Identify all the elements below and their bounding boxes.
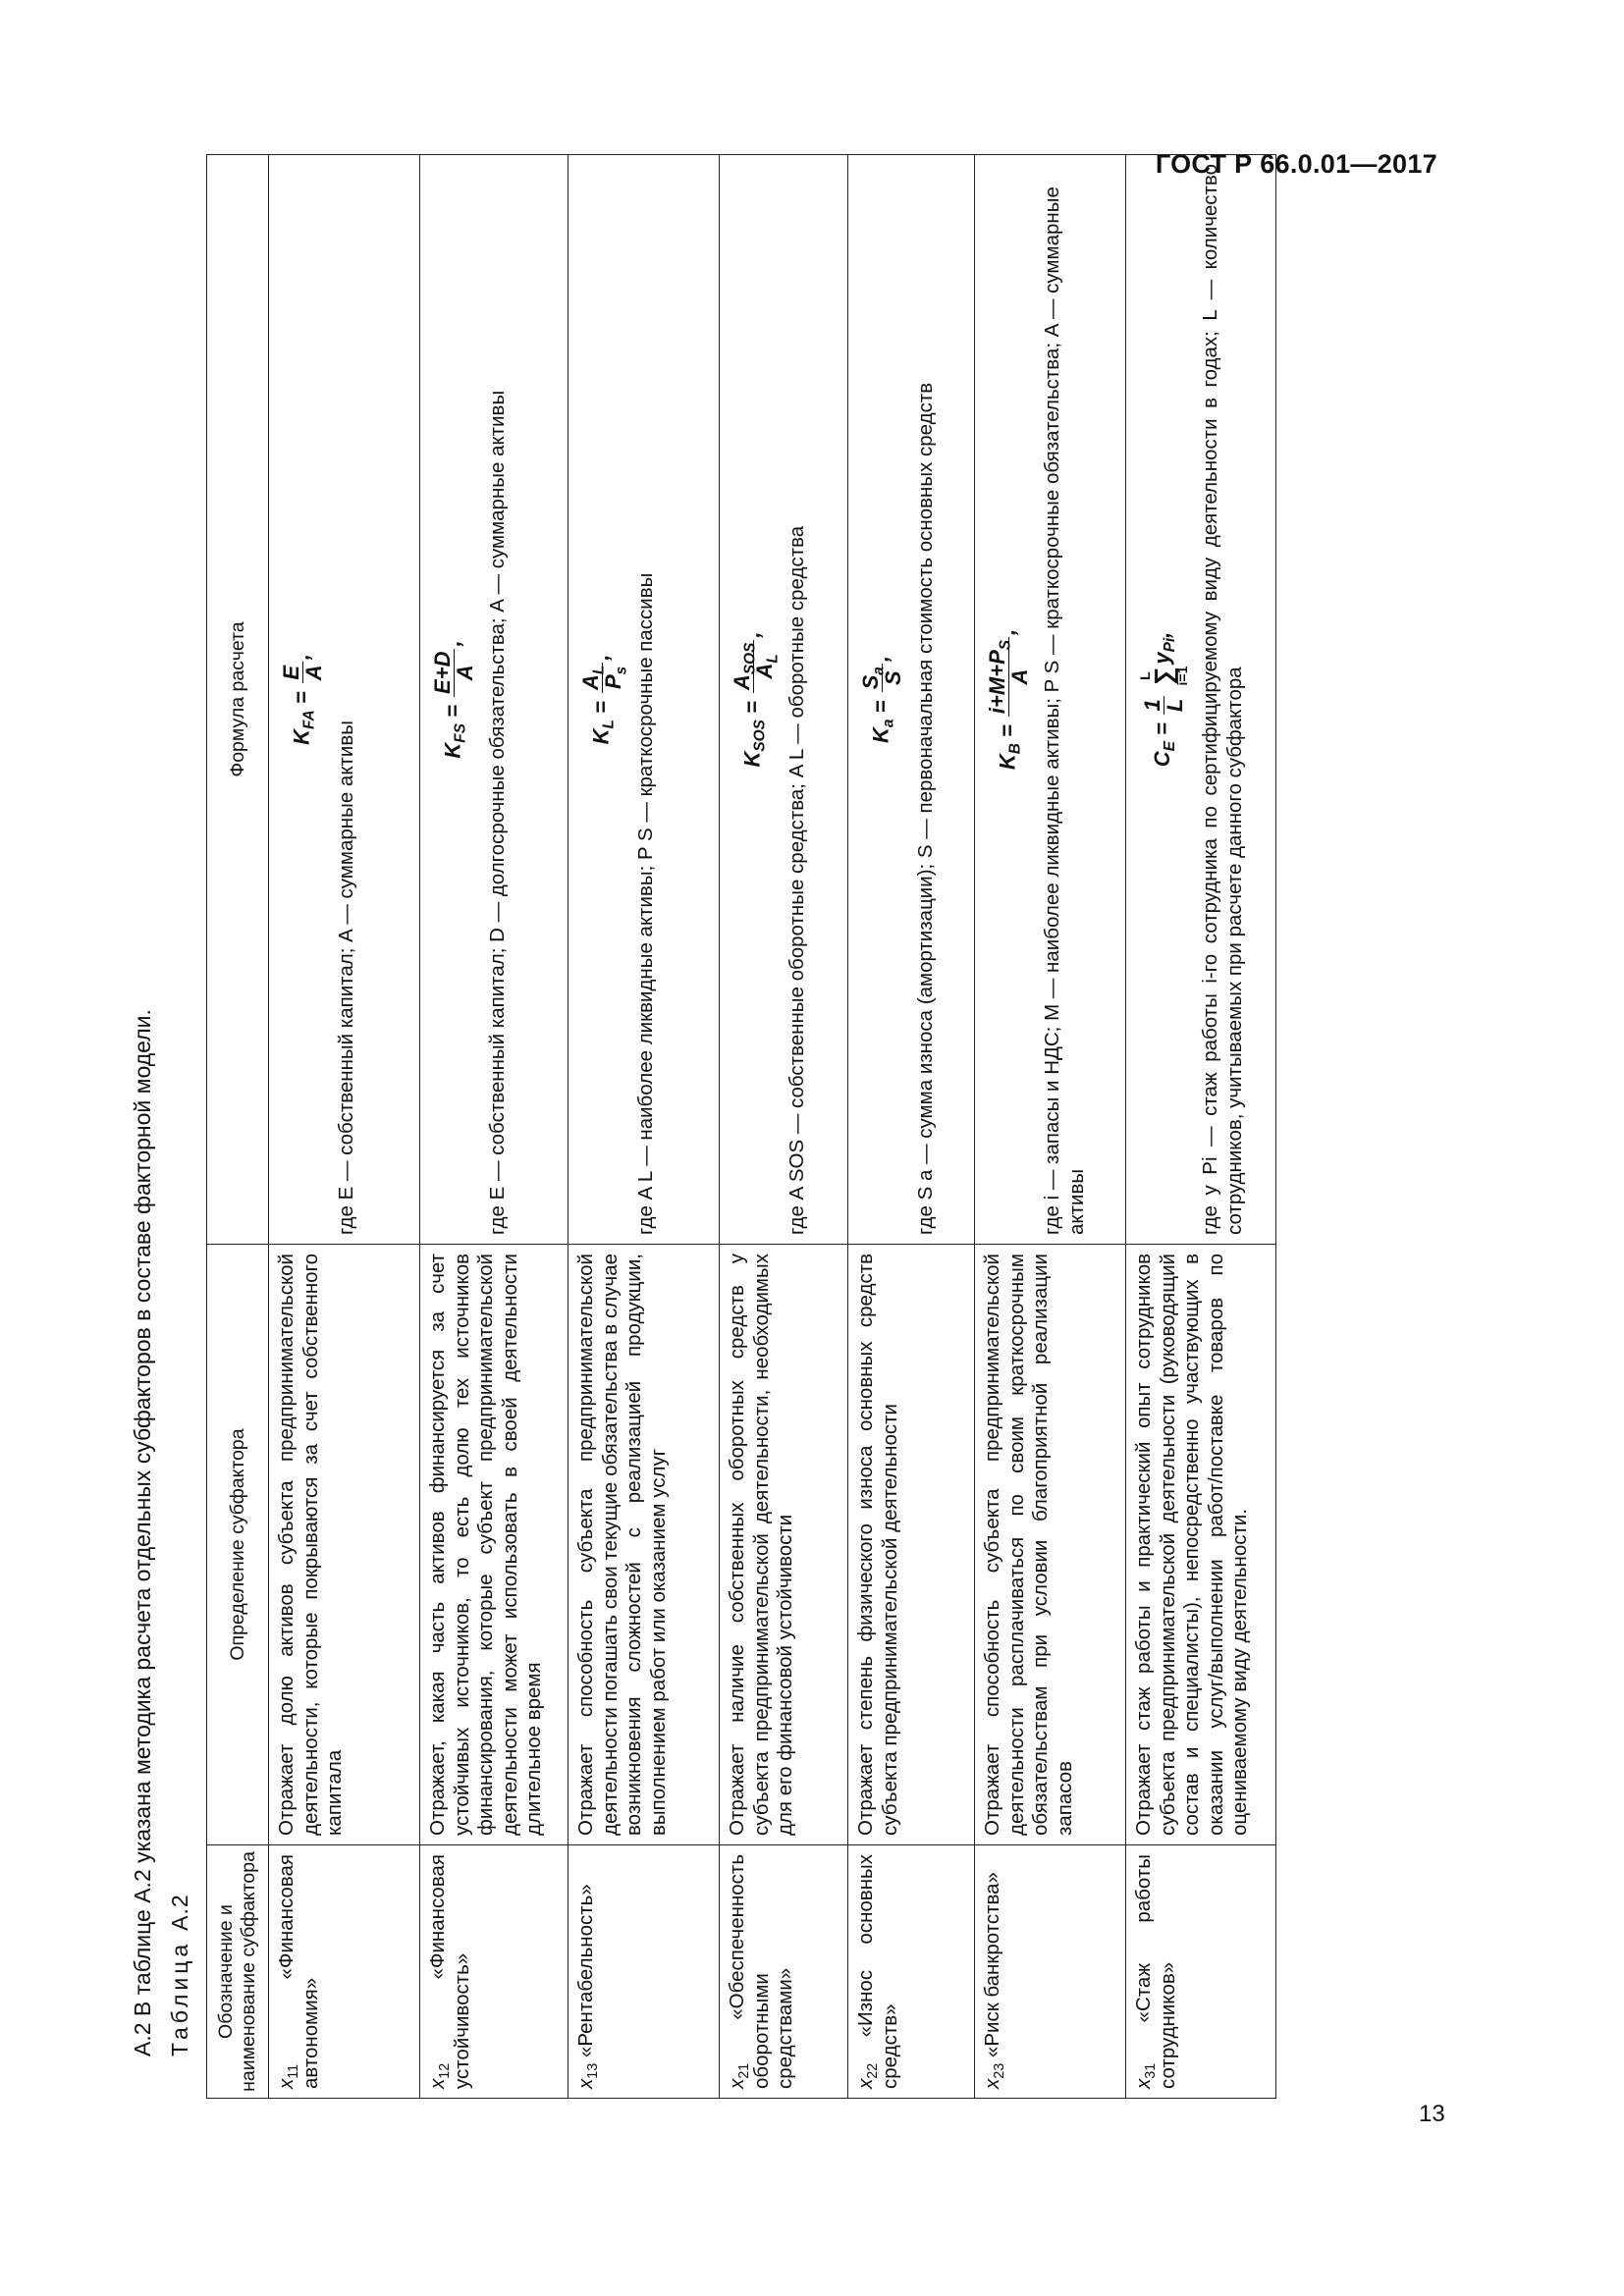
table-caption-label: Таблица [167, 1940, 192, 2056]
subfactor-name-cell: $x_{12}$ «Финансовая устойчивость» [420, 1845, 568, 2099]
subfactor-definition-cell: Отражает способность субъекта предпринимательской деятельности погашать свои текущие обязательства в случае возникновения сложностей с реализацией продукции, выполнением работ или оказанием услуг [568, 1245, 720, 1845]
subfactor-definition-cell: Отражает стаж работы и практический опыт сотрудников субъекта предпринимательской деятельности (руководящий состав и специалисты), непосредственно участвующих в оказании услуг/выполнении работ/поставке товаров по оцениваемому виду деятельности. [1126, 1245, 1276, 1845]
subfactor-definition-cell: Отражает способность субъекта предпринимательской деятельности расплачиваться по своим краткосрочным обязательствам при условии благоприятной реализации запасов [975, 1245, 1126, 1845]
table-row [420, 155, 568, 2099]
table-row [975, 155, 1126, 2099]
formula: $K_{FS}$ = E+D A , [430, 640, 477, 759]
subfactor-name-cell: $x_{21}$ «Обеспеченность оборотными средствами» [720, 1845, 848, 2099]
document-code-header: ГОСТ Р 66.0.01—2017 [1155, 149, 1437, 179]
formula: $K_{FA}$ = E A , [279, 654, 326, 745]
subfactor-formula-cell [1126, 155, 1276, 1245]
page-number: 13 [1419, 2101, 1445, 2127]
table-row [720, 155, 848, 2099]
subfactor-formula-cell [269, 155, 420, 1245]
formula-legend: где A L — наиболее ликвидные активы; P S — краткосрочные пассивы [634, 572, 657, 1235]
subfactor-name-cell: $x_{22}$ «Износ основных средств» [848, 1845, 975, 2099]
table-caption-code: А.2 [167, 1894, 192, 1931]
column-header-name: Обозначение и наименование субфактора [207, 1845, 269, 2099]
formula: $C_E$ = 1 L L ∑ i=1 $y_{Pi}$, [1137, 631, 1190, 768]
subfactor-table [206, 154, 1276, 2099]
subfactor-name-cell: $x_{11}$ «Финансовая автономия» [269, 1845, 420, 2099]
formula-legend: где i — запасы и НДС; M — наиболее ликвидные активы; P S — краткосрочные обязательства; A — суммарные активы [1041, 187, 1088, 1235]
formula-legend: где S a — сумма износа (амортизации); S — первоначальная стоимость основных средств [914, 382, 937, 1235]
subfactor-definition-cell: Отражает наличие собственных оборотных средств у субъекта предпринимательской деятельности, необходимых для его финансовой устойчивости [720, 1245, 848, 1845]
formula: $K_L$ = $A_L$ $P_s$ , [578, 654, 630, 745]
formula: $K_a$ = $S_a$ S , [858, 656, 905, 743]
table-caption [167, 1894, 193, 2056]
subfactor-formula-cell [720, 155, 848, 1245]
subfactor-name-cell: $x_{23}$ «Риск банкротства» [975, 1845, 1126, 2099]
subfactor-formula-cell [568, 155, 720, 1245]
formula: $K_{SOS}$ = $A_{SOS}$ $A_L$ , [730, 631, 782, 768]
subfactor-formula-cell [420, 155, 568, 1245]
table-row [1126, 155, 1276, 2099]
table-header-row [207, 155, 269, 2099]
intro-paragraph: А.2 В таблице А.2 указана методика расчета отдельных субфакторов в составе факторной модели. [130, 1009, 155, 2056]
subfactor-name-cell: $x_{31}$ «Стаж работы сотрудников» [1126, 1845, 1276, 2099]
table-row [269, 155, 420, 2099]
column-header-definition: Определение субфактора [207, 1245, 269, 1845]
table-row [568, 155, 720, 2099]
subfactor-formula-cell [975, 155, 1126, 1245]
formula-legend: где A SOS — собственные оборотные средства; A L — оборотные средства [785, 525, 808, 1235]
formula-legend: где y Pi — стаж работы i-го сотрудника по сертифицируемому виду деятельности в годах; L — количество сотрудников, учитываемых при расчете данного субфактора [1199, 164, 1246, 1235]
column-header-formula: Формула расчета [207, 155, 269, 1245]
formula-legend: где E — собственный капитал; D — долгосрочные обязательства; A — суммарные активы [486, 390, 509, 1235]
subfactor-definition-cell: Отражает степень физического износа основных средств субъекта предпринимательской деятельности [848, 1245, 975, 1845]
rotated-page-content [128, 147, 1394, 2150]
formula: $K_B$ = $i+M+P_S$ A , [985, 628, 1032, 771]
formula-legend: где E — собственный капитал; A — суммарные активы [335, 721, 357, 1235]
table-row [848, 155, 975, 2099]
subfactor-definition-cell: Отражает, какая часть активов финансируется за счет устойчивых источников, то есть долю тех источников финансирования, которые субъект предпринимательской деятельности может использовать в своей деятельности длительное время [420, 1245, 568, 1845]
subfactor-definition-cell: Отражает долю активов субъекта предпринимательской деятельности, которые покрываются за счет собственного капитала [269, 1245, 420, 1845]
subfactor-formula-cell [848, 155, 975, 1245]
subfactor-name-cell: $x_{13}$ «Рентабельность» [568, 1845, 720, 2099]
